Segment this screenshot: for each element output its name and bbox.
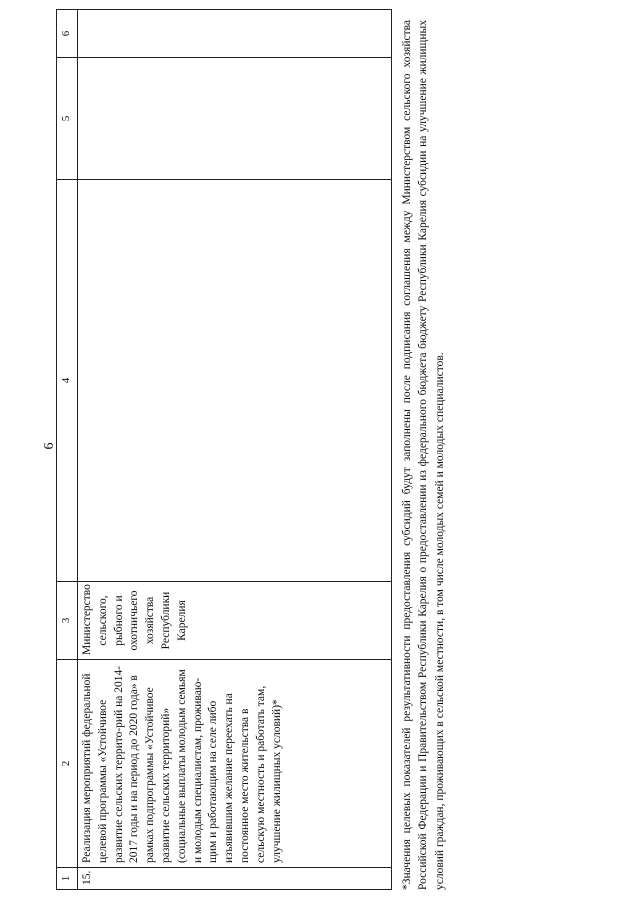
- rotated-page-content: [56, 10, 640, 890]
- indicators-table: [56, 9, 392, 890]
- header-col-6: 6: [57, 10, 78, 58]
- header-col-2: 2: [57, 660, 78, 868]
- page-number: 6: [42, 442, 57, 450]
- row-col-5: [78, 58, 392, 180]
- footnote: *Значения целевых показателей результативности предоставления субсидий будут заполнены после подписания соглашения между Министерством сельского хозяйства Российской Федерации и Правительством Республики Карелия о предоставлении из федерального бюджета бюджету Республики Карелия субсидии на улучшение жилищных условий граждан, проживающих в сельской местности, в том числе молодых семей и молодых специалистов.: [401, 20, 446, 890]
- row-col-4: [78, 180, 392, 582]
- header-col-5: 5: [57, 58, 78, 180]
- table-header-row: [57, 10, 78, 890]
- row-col-6: [78, 10, 392, 58]
- row-ministry: Министерство сельского, рыбного и охотничьего хозяйства Республики Карелия: [78, 582, 392, 660]
- table-row: [78, 10, 392, 890]
- header-col-4: 4: [57, 180, 78, 582]
- header-col-1: 1: [57, 868, 78, 890]
- header-col-3: 3: [57, 582, 78, 660]
- row-number: 15.: [78, 868, 392, 890]
- row-description: Реализация мероприятий федеральной целевой программы «Устойчивое развитие сельских террито-рий на 2014-2017 годы и на период до 2020 года» в рамках подпрограммы «Устойчивое развитие сельских территорий» (социальные выплаты молодым семьям и молодым специалистам, проживаю-щим и работающим на селе либо изъявившим желание переехать на постоянное место жительства в сельскую местность и работать там, улучшение жилищных условий)*: [78, 660, 392, 868]
